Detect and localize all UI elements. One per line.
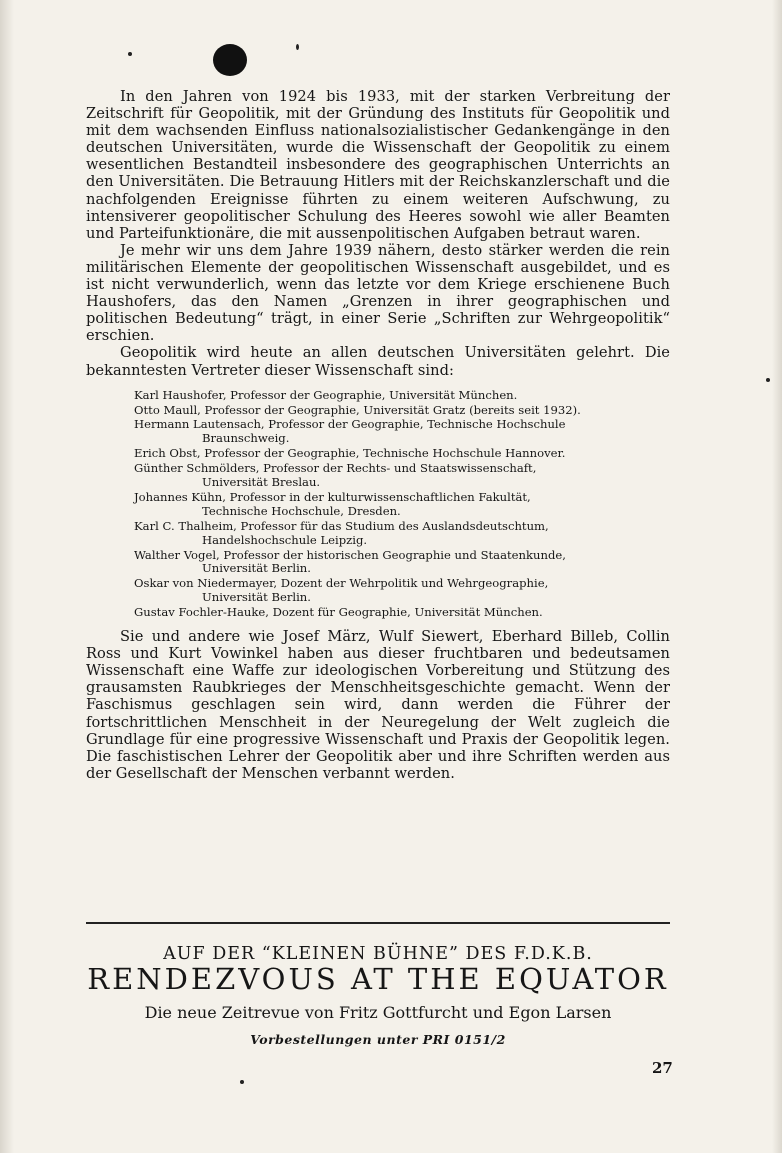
paragraph: In den Jahren von 1924 bis 1933, mit der starken Verbreitung der Zeitschrift für Geopolitik, mit der Gründung des Instituts für Geopolitik und mit dem wachsenden Einfluss nationalsozialistischer Gedankengänge in den deutschen Universitäten, wurde die Wissenschaft der Geopolitik zu einem wesentlichen Bestandteil insbesondere des geographischen Unterrichts an den Universitäten. Die Betrauung Hitlers mit der Reichskanzlerschaft und die nachfolgenden Ereignisse führten zu einem weiteren Aufschwung, zu intensiverer geopolitischer Schulung des Heeres sowohl wie aller Beamten und Parteifunktionäre, die mit aussenpolitischen Aufgaben betraut waren. — [86, 88, 670, 242]
ad-title: RENDEZVOUS AT THE EQUATOR — [87, 962, 669, 996]
list-item: Karl Haushofer, Professor der Geographie, Universität München. — [134, 387, 518, 402]
ad-booking: Vorbestellungen unter PRI 0151/2 — [250, 1032, 506, 1047]
page-number: 27 — [652, 1059, 673, 1077]
divider — [86, 922, 670, 924]
paragraph: Geopolitik wird heute an allen deutschen Universitäten gelehrt. Die bekanntesten Vertreter dieser Wissenschaft sind: — [86, 344, 670, 379]
ink-blot — [213, 44, 247, 76]
list-item: Oskar von Niedermayer, Dozent der Wehrpolitik und Wehrgeographie, Universität Berlin. — [134, 576, 549, 605]
page-edge-left — [0, 0, 14, 1153]
ink-speck — [766, 378, 770, 382]
ad-venue: AUF DER “KLEINEN BÜHNE” DES F.D.K.B. — [163, 944, 593, 964]
ink-speck — [240, 1080, 244, 1084]
paragraph: Je mehr wir uns dem Jahre 1939 nähern, desto stärker werden die rein militärischen Elemente der geopolitischen Wissenschaft ausgebildet, und es ist nicht verwunderlich, wenn das letzte vor dem Kriege erschienene Buch Haushofers, das den Namen „Grenzen in ihrer geographischen und politischen Bedeutung“ trägt, in einer Serie „Schriften zur Wehrgeopolitik“ erschien. — [86, 241, 670, 345]
list-item: Karl C. Thalheim, Professor für das Studium des Auslandsdeutschtum, Handelshochschule Leipzig. — [134, 518, 549, 547]
ad-subtitle: Die neue Zeitrevue von Fritz Gottfurcht und Egon Larsen — [144, 1003, 612, 1022]
ink-speck — [296, 44, 299, 50]
list-item: Gustav Fochler-Hauke, Dozent für Geographie, Universität München. — [134, 605, 543, 620]
article-body — [86, 88, 670, 782]
list-item: Walther Vogel, Professor der historischen Geographie und Staatenkunde, Universität Berlin. — [134, 547, 566, 576]
page-edge-right — [772, 0, 782, 1153]
representatives-list — [134, 389, 670, 621]
closing-paragraph: Sie und andere wie Josef März, Wulf Siewert, Eberhard Billeb, Collin Ross und Kurt Vowinkel haben aus dieser fruchtbaren und bedeutsamen Wissenschaft eine Waffe zur ideologischen Vorbereitung und Stützung des grausamsten Raubkrieges der Menschheitsgeschichte gemacht. Wenn der Faschismus geschlagen sein wird, dann werden die Führer der fortschrittlichen Menschheit in der Neuregelung der Welt zugleich die Grundlage für eine progressive Wissenschaft und Praxis der Geopolitik legen. Die faschistischen Lehrer der Geopolitik aber und ihre Schriften werden aus der Gesellschaft der Menschen verbannt werden. — [86, 628, 670, 782]
list-item: Johannes Kühn, Professor in der kulturwissenschaftlichen Fakultät, Technische Hochschule, Dresden. — [134, 489, 531, 518]
list-item: Otto Maull, Professor der Geographie, Universität Gratz (bereits seit 1932). — [134, 402, 581, 417]
list-item: Hermann Lautensach, Professor der Geographie, Technische Hochschule Braunschweig. — [134, 417, 566, 446]
ink-speck — [128, 52, 132, 56]
list-item: Erich Obst, Professor der Geographie, Technische Hochschule Hannover. — [134, 446, 566, 461]
list-item: Günther Schmölders, Professor der Rechts- und Staatswissenschaft, Universität Breslau. — [134, 461, 537, 490]
